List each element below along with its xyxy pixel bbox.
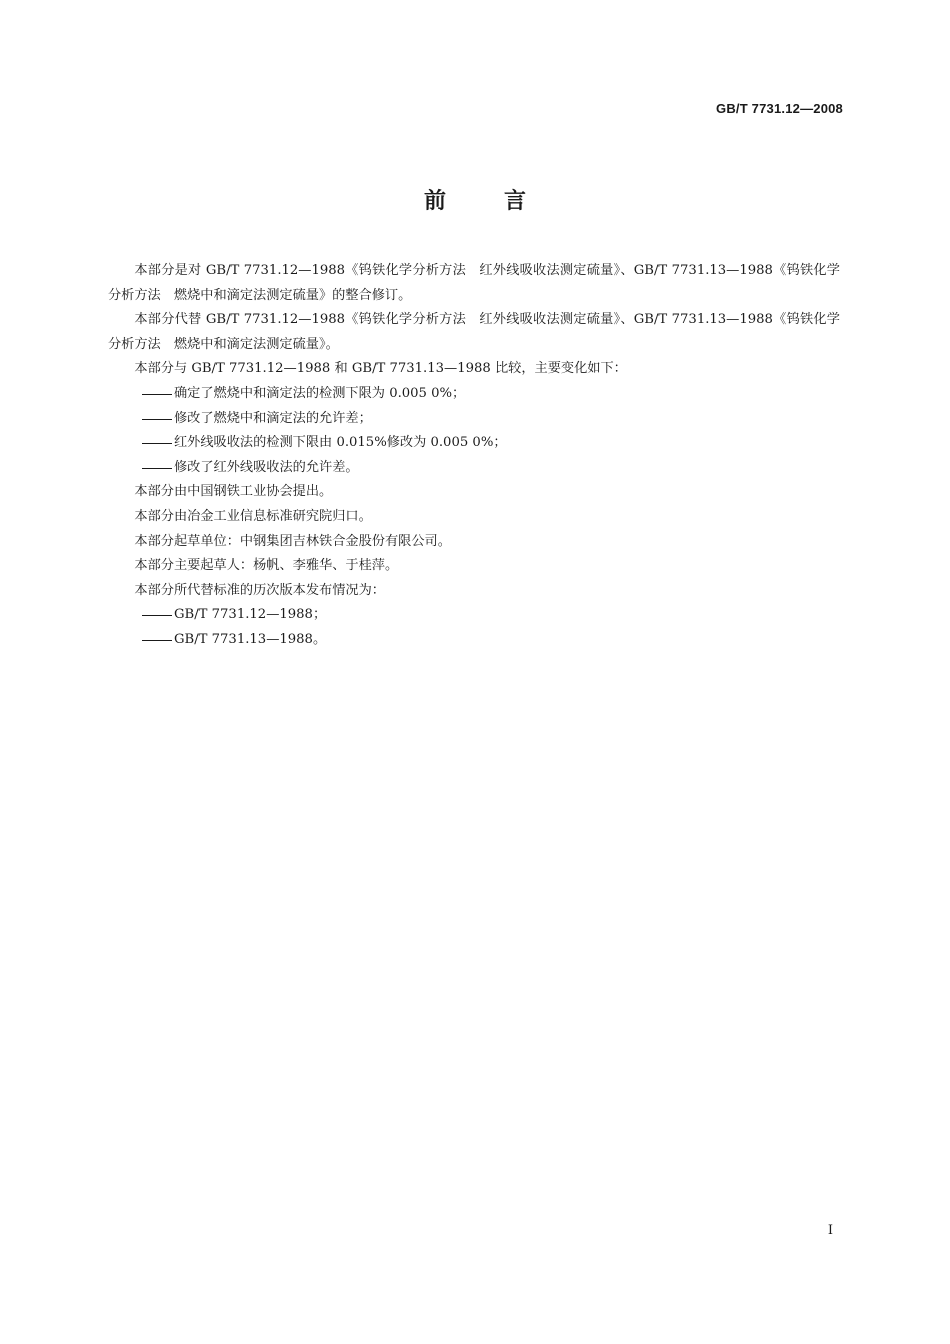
standard-code: GB/T 7731.12—2008 <box>716 101 843 116</box>
list-item-text: GB/T 7731.13—1988。 <box>174 631 327 647</box>
list-item <box>108 382 840 407</box>
list-item-text: 红外线吸收法的检测下限由 0.015%修改为 0.005 0%； <box>174 435 507 451</box>
page-title: 前言 <box>423 189 584 214</box>
paragraph-drafting-unit: 本部分起草单位：中钢集团吉林铁合金股份有限公司。 <box>134 533 451 549</box>
list-item-text: 修改了红外线吸收法的允许差。 <box>174 459 359 475</box>
dash-mark <box>142 443 172 444</box>
list-item-text: 修改了燃烧中和滴定法的允许差； <box>174 410 372 426</box>
dash-mark <box>142 419 172 420</box>
dash-mark <box>142 468 172 469</box>
list-item-text: GB/T 7731.12—1988； <box>174 607 327 623</box>
dash-mark <box>142 615 172 616</box>
list-item-text: 确定了燃烧中和滴定法的检测下限为 0.005 0%； <box>174 385 466 401</box>
list-item <box>108 431 840 456</box>
foreword-body <box>108 259 840 653</box>
paragraph-drafters: 本部分主要起草人：杨帆、李雅华、于桂萍。 <box>134 558 399 574</box>
paragraph-responsible: 本部分由冶金工业信息标准研究院归口。 <box>134 508 372 524</box>
list-item <box>108 407 840 432</box>
list-item <box>108 628 840 653</box>
list-item <box>108 603 840 628</box>
paragraph-history-lead: 本部分所代替标准的历次版本发布情况为： <box>134 582 385 598</box>
paragraph-replaces: 本部分代替 GB/T 7731.12—1988《钨铁化学分析方法 红外线吸收法测定硫量》、GB/T 7731.13—1988《钨铁化学分析方法 燃烧中和滴定法测定硫量》。 <box>108 312 840 352</box>
dash-mark <box>142 394 172 395</box>
paragraph-proposer: 本部分由中国钢铁工业协会提出。 <box>134 484 333 500</box>
page-number: I <box>827 1223 833 1238</box>
dash-mark <box>142 640 172 641</box>
paragraph-intro: 本部分是对 GB/T 7731.12—1988《钨铁化学分析方法 红外线吸收法测定硫量》、GB/T 7731.13—1988《钨铁化学分析方法 燃烧中和滴定法测定硫量》的整合修订。 <box>108 263 840 303</box>
paragraph-changes-lead: 本部分与 GB/T 7731.12—1988 和 GB/T 7731.13—1988 比较，主要变化如下： <box>134 361 627 377</box>
list-item <box>108 456 840 481</box>
